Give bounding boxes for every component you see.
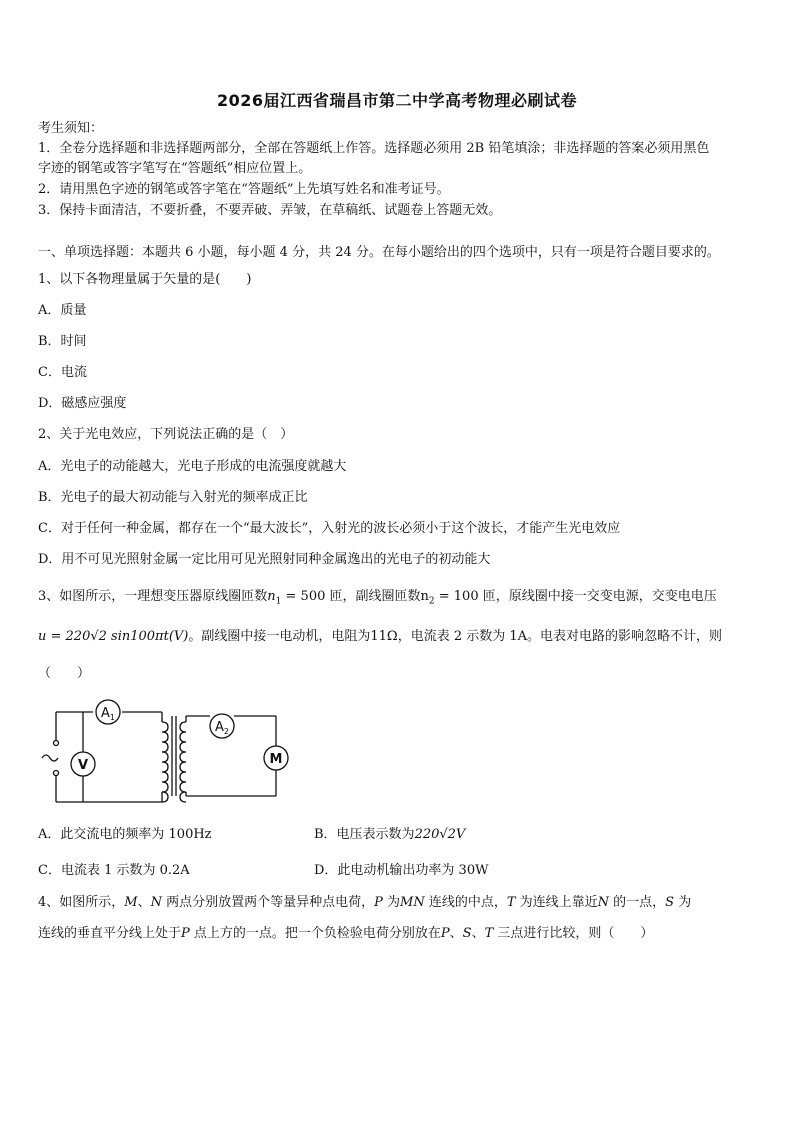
q3-text-a: 3、如图所示，一理想变压器原线圈匝数 xyxy=(38,589,268,604)
notice-heading: 考生须知： xyxy=(38,121,104,136)
q3-option-b xyxy=(314,826,465,844)
q4-point-n: N xyxy=(150,895,162,910)
q3-option-b-value: 220√2V xyxy=(414,827,466,842)
q3-n2-subscript: 2 xyxy=(428,596,435,607)
question-1-stem: 1、以下各物理量属于矢量的是( ) xyxy=(38,272,252,287)
section-heading: 一、单项选择题：本题共 6 小题，每小题 4 分，共 24 分。在每小题给出的四个选项中，只有一项是符合题目要求的。 xyxy=(38,245,720,260)
q3-option-c: C．电流表 1 示数为 0.2A xyxy=(38,863,190,878)
q3-text-c: 匝，原线圈中接一交变电源，交变电电压 xyxy=(478,589,717,604)
page-title: 2026届江西省瑞昌市第二中学高考物理必刷试卷 xyxy=(216,91,578,110)
q4-sep: 、 xyxy=(137,895,151,910)
question-2-stem: 2、关于光电效应，下列说法正确的是（ ） xyxy=(38,427,294,442)
q4-point-t-2: T xyxy=(484,926,494,941)
q4-text-i: 点上方的一点。把一个负检验电荷分别放在 xyxy=(189,926,441,941)
q4-sep-3: 、 xyxy=(471,926,485,941)
q4-text-a: 4、如图所示， xyxy=(38,895,125,910)
q4-text-e: 为连线上靠近 xyxy=(515,895,598,910)
q4-point-t: T xyxy=(506,895,516,910)
q3-option-d: D．此电动机输出功率为 30W xyxy=(314,863,489,878)
motor-label: M xyxy=(269,752,283,767)
question-4-line-1 xyxy=(38,894,691,912)
q4-point-s: S xyxy=(665,895,675,910)
q3-n2-symbol: n xyxy=(420,589,429,604)
q3-text-b: 匝，副线圈匝数 xyxy=(325,589,421,604)
q2-option-c: C．对于任何一种金属，都存在一个“最大波长”，入射光的波长必须小于这个波长，才能产生光电效应 xyxy=(38,521,621,536)
question-3-line-1 xyxy=(38,588,717,611)
q1-option-a: A．质量 xyxy=(38,303,87,318)
question-3-line-2 xyxy=(38,628,722,646)
notice-item-1: 1．全卷分选择题和非选择题两部分，全部在答题纸上作答。选择题必须用 2B 铅笔填涂；非选择题的答案必须用黑色 xyxy=(38,141,710,156)
q4-text-j: 三点进行比较，则（ ） xyxy=(493,926,654,941)
q4-point-p-2: P xyxy=(181,926,190,941)
q1-option-d: D．磁感应强度 xyxy=(38,396,127,411)
notice-item-1-cont: 字迹的钢笔或答字笔写在“答题纸”相应位置上。 xyxy=(38,161,312,176)
q3-option-a: A．此交流电的频率为 100Hz xyxy=(38,827,212,842)
q3-n1-value: = 500 xyxy=(281,589,326,604)
q3-n1-symbol: n xyxy=(267,589,276,604)
question-4-line-2 xyxy=(38,925,653,943)
q3-text-d: 。副线圈中接一电动机，电阻为 xyxy=(188,629,371,644)
q4-text-c: 为 xyxy=(382,895,401,910)
notice-item-2: 2．请用黑色字迹的钢笔或答字笔在“答题纸”上先填写姓名和准考证号。 xyxy=(38,182,450,197)
voltmeter-label: V xyxy=(77,758,89,773)
q4-text-b: 两点分别放置两个等量异种点电荷， xyxy=(161,895,375,910)
ammeter-2-label: $A_2$ xyxy=(215,720,229,736)
q3-n2-value: = 100 xyxy=(434,589,479,604)
q4-text-d: 连线的中点， xyxy=(424,895,507,910)
q4-text-f: 的一点， xyxy=(609,895,666,910)
q3-resistance: 11Ω xyxy=(370,629,398,644)
ammeter-1-label: $A_1$ xyxy=(101,706,115,722)
q2-option-a: A．光电子的动能越大，光电子形成的电流强度就越大 xyxy=(38,459,347,474)
q4-text-h: 连线的垂直平分线上处于 xyxy=(38,926,182,941)
q4-point-m: M xyxy=(124,895,138,910)
q2-option-d: D．用不可见光照射金属一定比用可见光照射同种金属逸出的光电子的初动能大 xyxy=(38,552,491,567)
q1-option-b: B．时间 xyxy=(38,334,87,349)
q4-point-s-2: S xyxy=(462,926,472,941)
q4-segment-mn: MN xyxy=(400,895,425,910)
q4-sep-2: 、 xyxy=(449,926,463,941)
q2-option-b: B．光电子的最大初动能与入射光的频率成正比 xyxy=(38,490,308,505)
q3-option-b-text: B．电压表示数为 xyxy=(314,827,415,842)
q3-text-e: ，电流表 2 示数为 1A。电表对电路的影响忽略不计，则 xyxy=(397,629,723,644)
q1-option-c: C．电流 xyxy=(38,365,87,380)
q3-voltage-formula: u = 220√2 sin100πt(V) xyxy=(38,629,189,644)
notice-item-3: 3．保持卡面清洁，不要折叠，不要弄破、弄皱，在草稿纸、试题卷上答题无效。 xyxy=(38,203,502,218)
q4-text-g: 为 xyxy=(674,895,692,910)
q3-n1-subscript: 1 xyxy=(275,596,282,607)
q4-point-p-3: P xyxy=(440,926,450,941)
transformer-circuit-diagram xyxy=(38,696,298,808)
q4-point-n-2: N xyxy=(597,895,610,910)
question-3-line-3: （ ） xyxy=(38,666,91,681)
q4-point-p: P xyxy=(374,895,383,910)
